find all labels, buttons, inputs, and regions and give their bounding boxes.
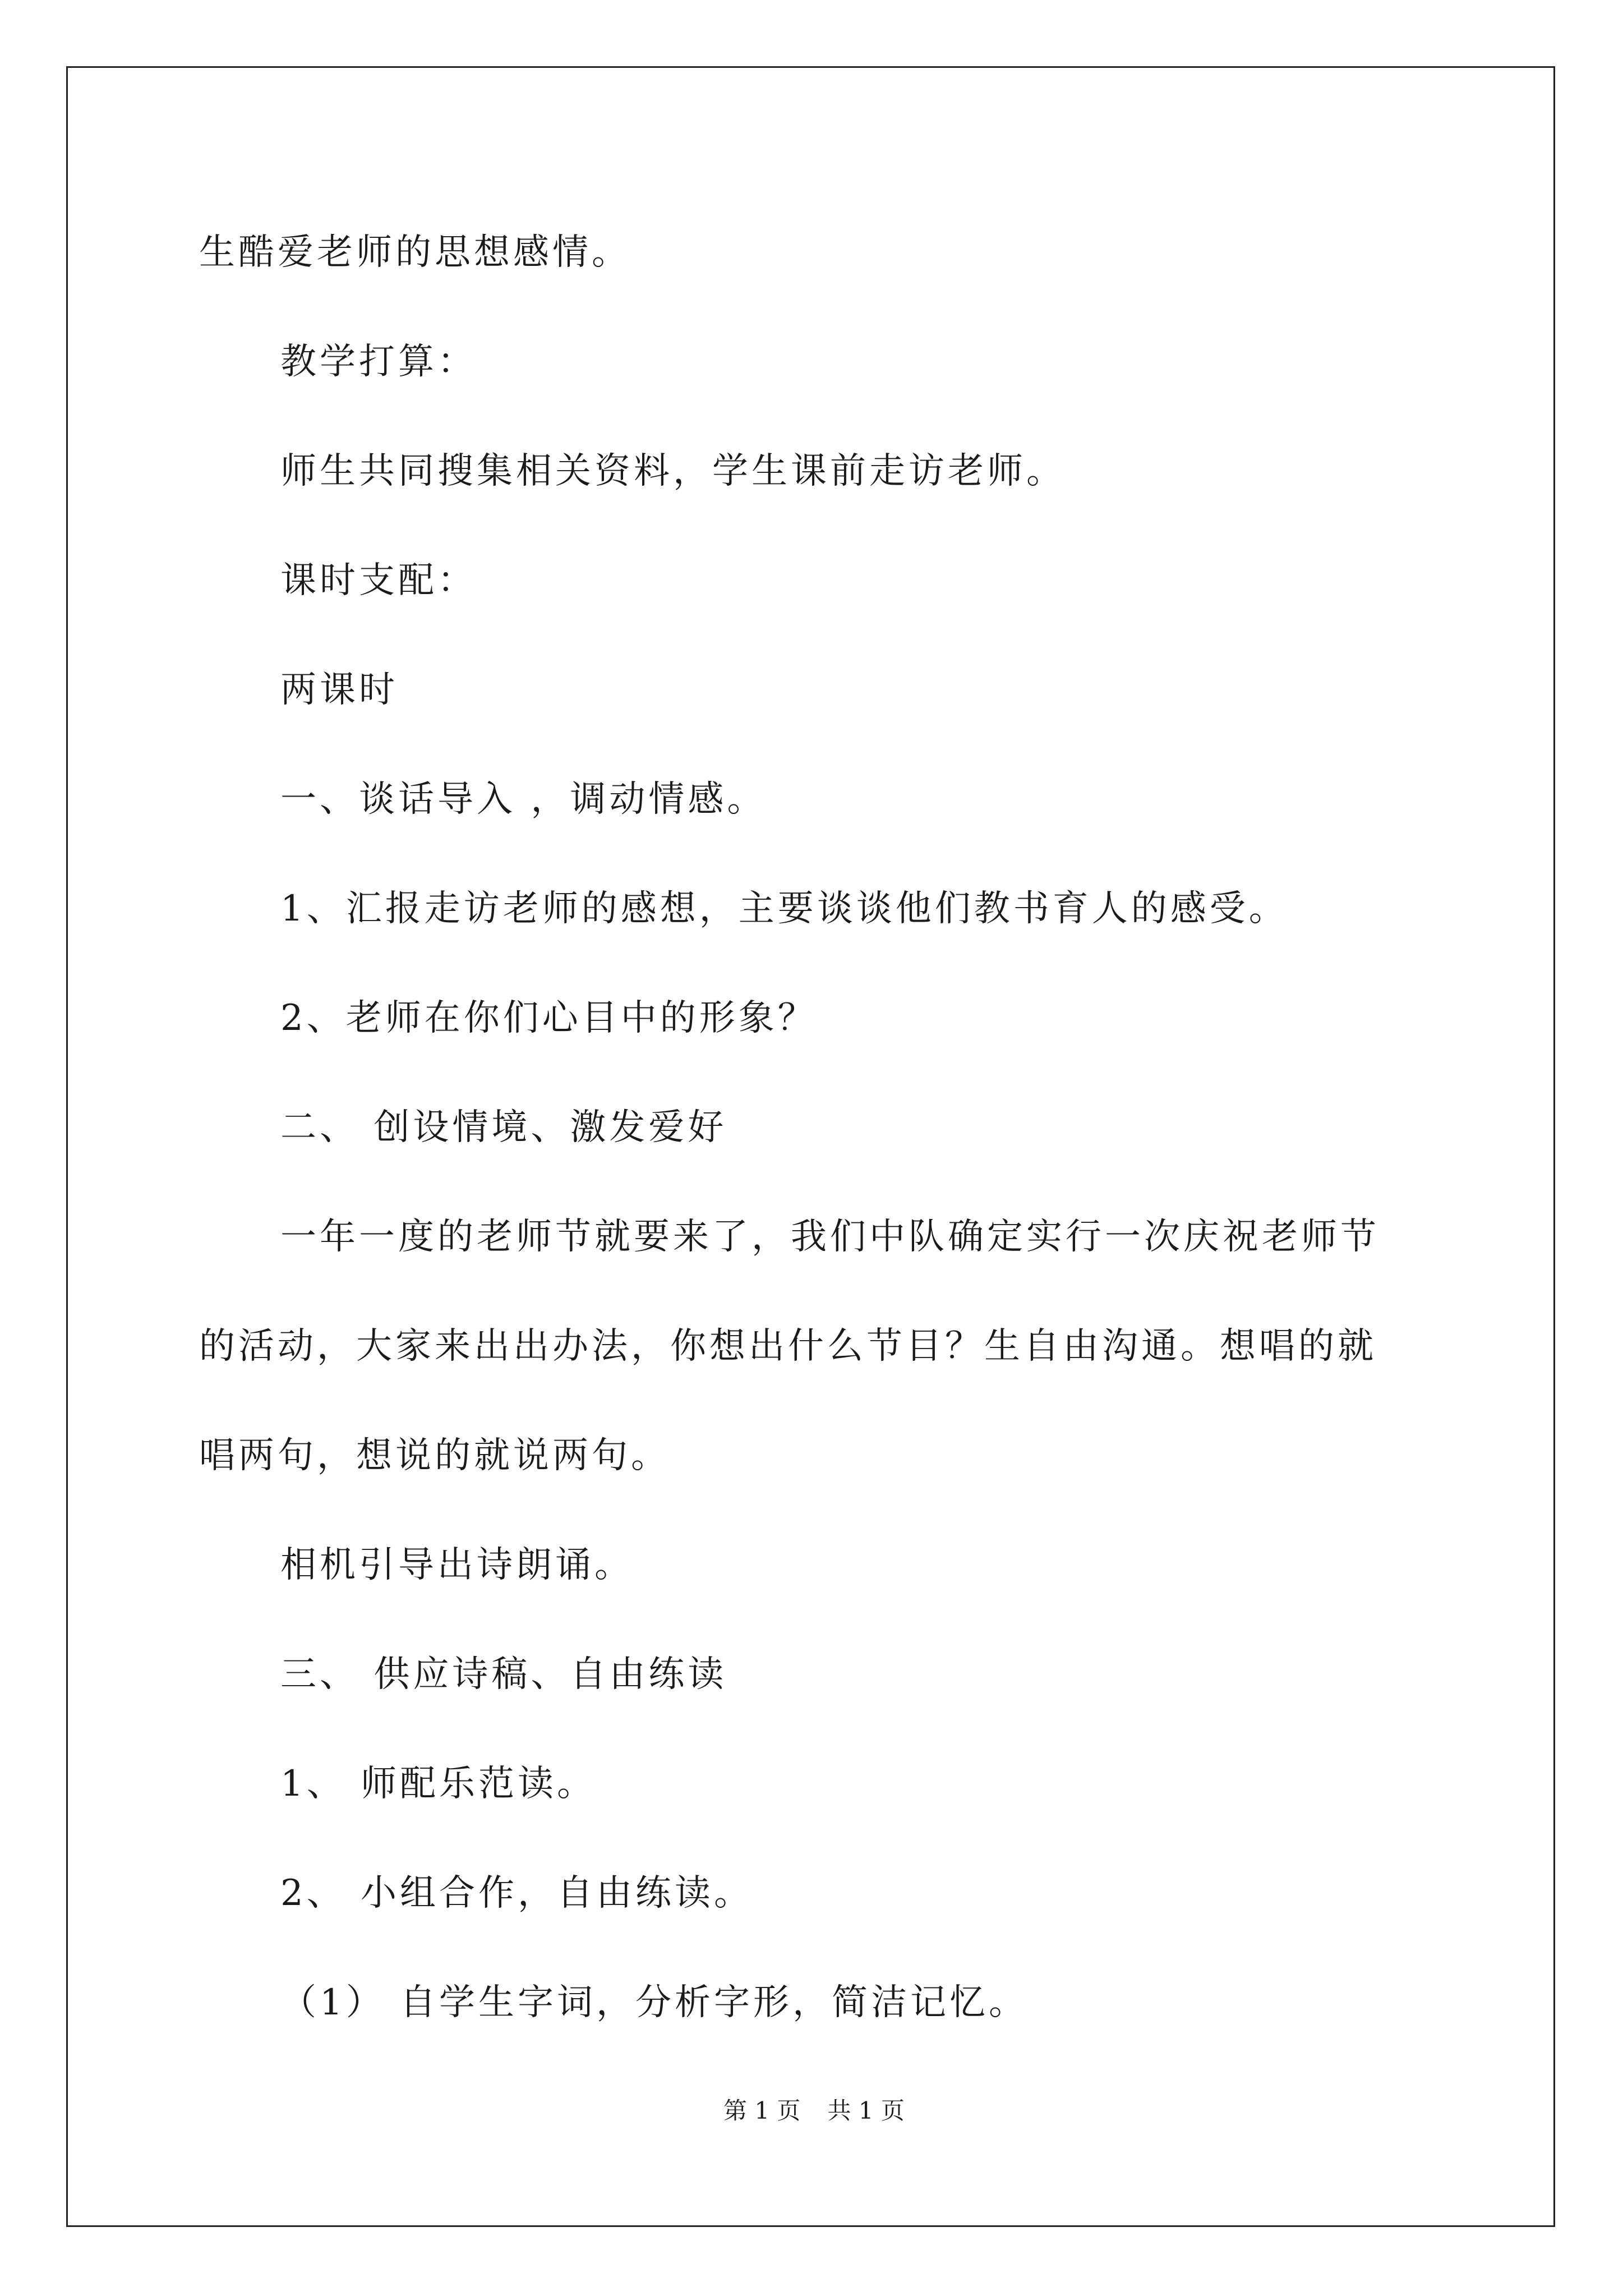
text-line-9: 二、 创设情境、激发爱好 bbox=[280, 1107, 727, 1148]
text-line-6: 一、谈话导入 ，调动情感。 bbox=[280, 779, 767, 820]
page-footer bbox=[723, 2095, 905, 2127]
text-line-1: 生酷爱老师的思想感情。 bbox=[199, 232, 631, 273]
page-number: 第 1 页 bbox=[723, 2097, 801, 2124]
text-line-3: 师生共同搜集相关资料，学生课前走访老师。 bbox=[280, 450, 1066, 492]
text-line-5: 两课时 bbox=[280, 669, 398, 711]
text-line-4: 课时支配： bbox=[280, 560, 477, 601]
text-line-11: 的活动，大家来出出办法，你想出什么节目？生自由沟通。想唱的就 bbox=[199, 1326, 1377, 1367]
text-line-14: 三、 供应诗稿、自由练读 bbox=[280, 1654, 727, 1695]
text-line-12: 唱两句，想说的就说两句。 bbox=[199, 1435, 670, 1476]
text-line-2: 教学打算： bbox=[280, 341, 477, 383]
text-line-15: 1、 师配乐范读。 bbox=[280, 1763, 597, 1805]
text-line-7: 1、汇报走访老师的感想，主要谈谈他们教书育人的感受。 bbox=[280, 888, 1288, 930]
text-line-13: 相机引导出诗朗诵。 bbox=[280, 1544, 634, 1586]
text-line-8: 2、老师在你们心目中的形象？ bbox=[280, 997, 817, 1039]
text-line-16: 2、 小组合作，自由练读。 bbox=[280, 1872, 754, 1914]
page-total: 共 1 页 bbox=[827, 2097, 905, 2124]
text-line-10: 一年一度的老师节就要来了，我们中队确定实行一次庆祝老师节 bbox=[280, 1216, 1380, 1258]
text-line-17: （1） 自学生字词，分析字形，简洁记忆。 bbox=[280, 1982, 1029, 2023]
